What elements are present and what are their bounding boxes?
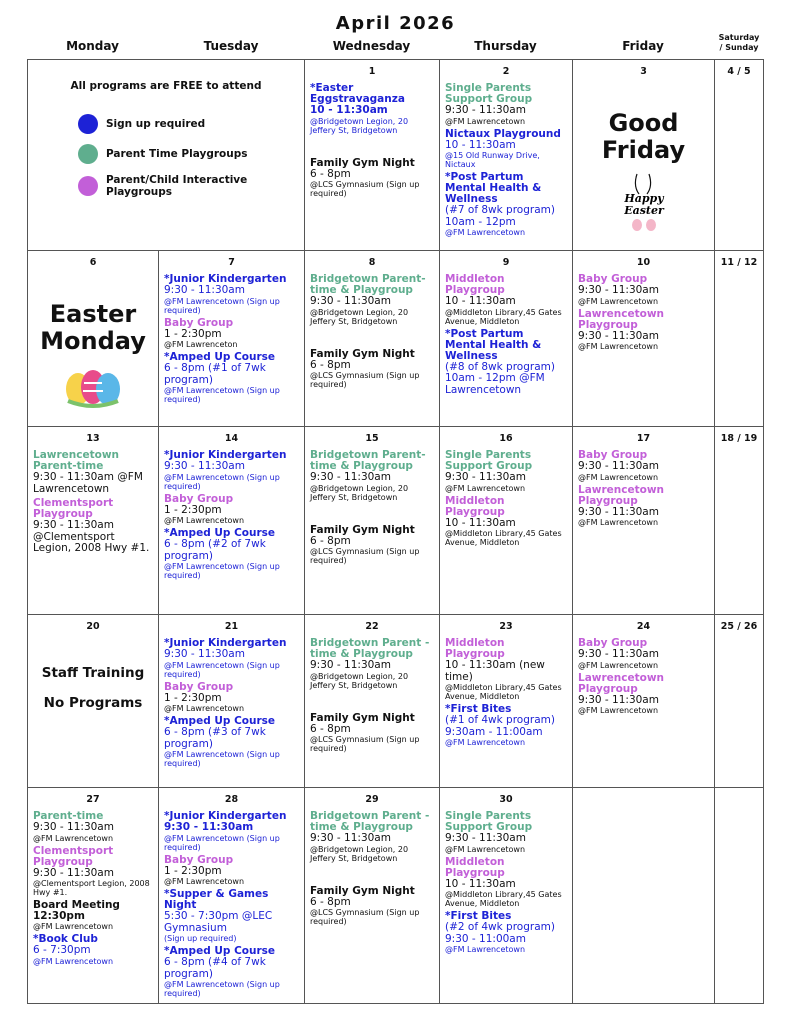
event-list [159,638,304,768]
event-title: Single Parents Support Group [445,82,533,105]
event-time: 9:30 - 11:30am [164,648,245,660]
event-title: *First Bites [445,703,512,715]
header-tuesday: Tuesday [203,39,259,53]
event-title: Family Gym Night [310,711,415,724]
event-title: *Amped Up Course [164,527,276,539]
day-cell [28,427,159,615]
event-title: Board Meeting 12:30pm [33,899,120,922]
easter-eggs-icon [28,361,158,413]
event-time: 1 - 2:30pm [164,864,222,877]
event-list [440,450,572,547]
event-title: Lawrencetown Playgroup [578,671,665,695]
blue-dot-icon [78,114,98,134]
event [310,158,434,199]
day-number: 27 [86,794,100,805]
day-number: 15 [365,433,379,444]
event [578,274,709,306]
event-title: Baby Group [164,853,234,866]
event-title: Bridgetown Parent - time & Playgroup [310,810,430,833]
spacer [310,863,434,883]
event-location: @FM Lawrencetown [445,228,526,237]
calendar-grid [27,59,764,1004]
event-time: 10 - 11:30am [310,104,388,116]
event-location: @FM Lawrencetown [578,518,659,527]
event-location: @FM Lawrencetown [578,706,659,715]
event-time: 9:30 - 11:30am @FM Lawrencetown [33,471,143,495]
event-location: @FM Lawrencetown [33,922,114,931]
event-title: Bridgetown Parent-time & Playgroup [310,449,426,472]
event-list [305,83,439,198]
event-time: 9:30 - 11:30am [578,284,659,296]
event-title: *Junior Kindergarten [164,273,287,285]
event-title: *Junior Kindergarten [164,449,287,461]
day-cell [305,251,440,427]
event-list [28,811,158,966]
event [310,349,434,390]
event-location: @FM Lawrencetown [445,738,526,747]
weekend-cell [715,788,764,1004]
event [578,450,709,482]
event-time: 6 - 8pm (#4 of 7wk program) [164,956,266,980]
legend-cell [28,60,305,251]
event-title: Middleton Playgroup [445,494,505,518]
day-cell [159,615,305,788]
event-list [440,274,572,396]
event-time: 9:30 - 11:30am [445,471,526,483]
day-cell [573,615,715,788]
event-location: @FM Lawrencetown (Sign up required) [164,386,280,404]
good-friday-banner: Good Friday [601,109,686,164]
event-title: Family Gym Night [310,523,415,536]
event-title: Baby Group [578,449,648,461]
event-location: @FM Lawrencetown (Sign up required) [164,833,280,852]
event [445,329,567,397]
event-title: Bridgetown Parent-time & Playgroup [310,273,426,296]
day-number: 8 [368,257,376,268]
event-title: Baby Group [578,273,648,285]
calendar-title: April 2026 [335,13,456,34]
day-number: 28 [224,794,239,805]
legend-heading: All programs are FREE to attend [70,80,262,92]
event-location: @FM Lawrencetown [578,660,659,670]
event [33,811,153,843]
event-time: 10 - 11:30am [445,295,516,307]
event-time: (#1 of 4wk program) 9:30am - 11:00am [445,714,555,738]
event [164,682,299,714]
event [578,673,709,716]
event-time: 6 - 8pm [310,722,351,735]
event-location: @FM Lawrencetown [445,483,526,493]
event [164,450,299,491]
day-cell [305,60,440,251]
green-dot-icon [78,144,98,164]
day-cell [159,251,305,427]
weekend-cell: 18 / 19 [715,427,764,615]
event-location: @15 Old Runway Drive, Nictaux [445,151,540,169]
event [33,900,153,931]
day-cell [440,427,573,615]
event [310,713,434,754]
day-cell [440,251,573,427]
event [164,946,299,998]
event-location: @LCS Gymnasium (Sign up required) [310,908,420,926]
event-location: @FM Lawrencetown (Sign up required) [164,562,280,580]
event-time: (#7 of 8wk program) 10am - 12pm [445,204,555,228]
day-number: 14 [224,433,239,444]
event-location: @FM Lawrencetown (Sign up required) [164,472,280,491]
event-time: 9:30 - 11:30am [578,505,659,518]
event-time: 9:30 - 11:30am [310,471,391,483]
event [445,704,567,747]
weekend-cell: 25 / 26 [715,615,764,788]
day-cell [573,251,715,427]
day-cell [305,788,440,1004]
event-location: @FM Lawrencetown [164,516,245,525]
event-location: @FM Lawrencetown [445,945,526,954]
event [164,352,299,404]
event [445,129,567,170]
day-number: 21 [224,621,239,632]
event [164,855,299,887]
event-location: @FM Lawrencetown [578,296,659,306]
event-location: @FM Lawrencetown [164,704,245,713]
day-number: 13 [86,433,100,444]
event-time: 9:30 - 11:30am [310,295,391,307]
event [164,638,299,679]
event-time: 9:30 - 11:30am [578,648,659,660]
event-time: 9:30 - 11:30am [310,832,391,844]
event-location: @Middleton Library,45 Gates Avenue, Middleton [445,529,562,547]
event-time: 9:30 - 11:30am [578,693,659,706]
event-title: Parent-time [33,810,104,822]
event-title: Family Gym Night [310,884,415,897]
event-list [573,450,714,527]
happy-easter-logo [573,172,714,236]
event-list [159,811,304,998]
event [445,496,567,548]
event-time: 6 - 8pm [310,534,351,547]
day-number: 16 [499,433,513,444]
header-thursday: Thursday [474,39,537,53]
event [33,846,153,898]
event-location: @FM Lawrencetown (Sign up required) [164,660,280,679]
event-time: 1 - 2:30pm [164,327,222,340]
event-time: 1 - 2:30pm [164,503,222,516]
day-cell [305,427,440,615]
event-time: 9:30 - 11:30am [33,821,114,833]
event [445,450,567,493]
event-title: Middleton Playgroup [445,273,505,296]
event-location: @FM Lawrencetown [33,956,114,966]
day-cell [159,788,305,1004]
event [445,274,567,326]
event [310,886,434,927]
event-time: 6 - 8pm (#1 of 7wk program) [164,362,266,386]
spacer [310,502,434,522]
event [310,811,434,863]
event-title: *Easter Eggstravaganza [310,82,405,105]
weekend-cell: 11 / 12 [715,251,764,427]
event [310,450,434,502]
event-title: *Amped Up Course [164,351,276,363]
event-list [440,811,572,954]
day-number: 23 [499,621,513,632]
event-time: 10 - 11:30am (new time) [445,659,545,683]
event-time: 6 - 7:30pm [33,944,91,956]
event [164,889,299,943]
event-location: @FM Lawrencetown [33,833,114,843]
event [310,274,434,326]
event-title: Lawrencetown Parent-time [33,449,120,472]
event-location: @FM Lawrencetown [164,877,245,886]
svg-text:Happy: Happy [623,192,664,205]
event-time: 9:30 - 11:30am [164,284,245,296]
day-cell [573,60,715,251]
purple-dot-icon [78,176,98,196]
header-weekend: Saturday / Sunday [718,33,760,52]
event-time: 9:30 - 11:30am [578,460,659,472]
event-title: Baby Group [164,492,234,505]
legend-item: Parent/Child Interactive Playgroups [78,174,304,198]
event-time: 6 - 8pm (#2 of 7wk program) [164,538,266,562]
event-time: 9:30 - 11:30am [164,460,245,472]
event-time: 9:30 - 11:30am [445,104,526,116]
event-location: @FM Lawrencetown [578,342,659,351]
event [445,638,567,701]
easter-monday-banner: Easter Monday [40,300,146,355]
event [578,309,709,352]
event-time: 9:30 - 11:30am [578,329,659,342]
event-time: 9:30 - 11:30am [445,832,526,844]
event-location: @LCS Gymnasium (Sign up required) [310,735,420,753]
event-title: Clementsport Playgroup [33,497,114,520]
event-title: Clementsport Playgroup [33,844,114,868]
day-cell [159,427,305,615]
event-title: Family Gym Night [310,156,415,169]
day-number: 17 [636,433,651,444]
event-title: Baby Group [164,680,234,693]
event-title: Middleton Playgroup [445,637,505,660]
event-list [573,274,714,351]
event [310,83,434,135]
event-location: @FM Lawrencetown [445,844,526,854]
event-time: 6 - 8pm [310,895,351,908]
event-location: @LCS Gymnasium (Sign up required) [310,547,420,565]
event [578,638,709,670]
legend-item: Sign up required [78,114,304,134]
event [164,274,299,315]
event [33,450,153,495]
event-title: Baby Group [164,316,234,329]
day-number: 1 [368,66,376,77]
event-location: @FM Lawrenceton [164,340,238,349]
event [445,811,567,854]
event [310,525,434,566]
day-cell [28,615,159,788]
event-time: (#2 of 4wk program) 9:30 - 11:00am [445,921,555,945]
event [164,716,299,768]
day-number: 22 [365,621,379,632]
event-time: 9:30 - 11:30am [164,821,254,833]
event-title: *Book Club [33,933,98,945]
event-time: 9:30 - 11:30am @Clementsport Legion, 2008 Hwy #1. [33,519,150,554]
day-cell [440,615,573,788]
event-location: @Bridgetown Legion, 20 Jeffery St, Bridgetown [310,116,409,135]
event-title: Bridgetown Parent - time & Playgroup [310,637,430,660]
event-list [305,274,439,389]
day-cell [573,427,715,615]
weekend-cell: 4 / 5 [715,60,764,251]
day-number: 29 [365,794,379,805]
event-list [440,83,572,237]
event-list [573,638,714,715]
day-number: 6 [89,257,97,268]
event [445,911,567,954]
event [445,83,567,126]
event-title: *Post Partum Mental Health & Wellness [445,327,542,362]
day-number: 20 [86,621,100,632]
event-title: *Junior Kindergarten [164,810,287,822]
event-list [305,450,439,565]
event-list [159,274,304,404]
event-title: *Supper & Games Night [164,888,269,911]
event-list [305,638,439,753]
event-location: @Bridgetown Legion, 20 Jeffery St, Bridgetown [310,307,409,326]
event-time: 1 - 2:30pm [164,691,222,704]
event [164,318,299,350]
event-location: (Sign up required) [164,934,237,943]
day-cell [440,788,573,1004]
header-friday: Friday [622,39,664,53]
event [445,172,567,237]
event-title: Nictaux Playground [445,127,561,140]
event-time: (#8 of 8wk program) 10am - 12pm @FM Lawrencetown [445,360,555,396]
event-title: *Amped Up Course [164,945,276,957]
event-list [159,450,304,580]
staff-training-label: Staff Training [41,665,145,681]
day-cell [28,251,159,427]
day-cell [28,788,159,1004]
event-time: 9:30 - 11:30am [33,866,114,879]
event-title: *Amped Up Course [164,715,276,727]
event-time: 10 - 11:30am [445,138,516,151]
event-title: Lawrencetown Playgroup [578,483,665,507]
event-location: @Middleton Library,45 Gates Avenue, Middleton [445,890,562,908]
day-number: 10 [636,257,651,268]
day-number: 7 [228,257,235,268]
event [164,528,299,580]
spacer [310,135,434,155]
no-programs-label: No Programs [43,695,143,711]
event-location: @LCS Gymnasium (Sign up required) [310,371,420,389]
event-location: @Bridgetown Legion, 20 Jeffery St, Bridgetown [310,671,409,690]
day-cell [573,788,715,1004]
event-list [305,811,439,926]
spacer [310,326,434,346]
day-number: 9 [502,257,510,268]
event-location: @FM Lawrencetown (Sign up required) [164,750,280,768]
event-time: 6 - 8pm [310,167,351,180]
svg-text:Easter: Easter [623,204,664,217]
event-title: Baby Group [578,637,648,649]
event [310,638,434,690]
event [164,811,299,852]
event-location: @FM Lawrencetown [445,116,526,126]
event-title: *Junior Kindergarten [164,637,287,649]
event-location: @Bridgetown Legion, 20 Jeffery St, Bridgetown [310,483,409,502]
event [33,498,153,555]
event-time: 10 - 11:30am [445,516,516,529]
event-title: Single Parents Support Group [445,449,533,472]
event-location: @FM Lawrencetown [578,472,659,482]
event-title: Family Gym Night [310,347,415,360]
event-location: @FM Lawrencetown (Sign up required) [164,296,280,315]
day-number: 30 [499,794,513,805]
day-number: 3 [640,66,647,77]
event-list [440,638,572,747]
event-title: Middleton Playgroup [445,855,505,879]
day-cell [305,615,440,788]
day-number: 2 [502,66,510,77]
event-location: @Middleton Library,45 Gates Avenue, Middleton [445,683,562,701]
event [164,494,299,526]
event [445,857,567,909]
event-list [28,450,158,555]
event-title: Lawrencetown Playgroup [578,307,665,331]
spacer [310,690,434,710]
event-time: 6 - 8pm [310,358,351,371]
legend-item: Parent Time Playgroups [78,144,304,164]
event-location: @Bridgetown Legion, 20 Jeffery St, Bridgetown [310,844,409,863]
event [33,934,153,966]
event [578,485,709,528]
day-number: 24 [636,621,651,632]
event-location: @FM Lawrencetown (Sign up required) [164,980,280,998]
event-title: *First Bites [445,910,512,922]
event-location: @Middleton Library,45 Gates Avenue, Middleton [445,307,562,326]
header-monday: Monday [66,39,119,53]
event-time: 9:30 - 11:30am [310,659,391,671]
event-location: @Clementsport Legion, 2008 Hwy #1. [33,879,150,897]
event-location: @LCS Gymnasium (Sign up required) [310,180,420,198]
header-wednesday: Wednesday [332,39,411,53]
event-time: 10 - 11:30am [445,877,516,890]
event-title: Single Parents Support Group [445,810,533,833]
day-cell [440,60,573,251]
event-time: 6 - 8pm (#3 of 7wk program) [164,726,266,750]
event-title: *Post Partum Mental Health & Wellness [445,171,542,205]
event-time: 5:30 - 7:30pm @LEC Gymnasium [164,910,273,934]
